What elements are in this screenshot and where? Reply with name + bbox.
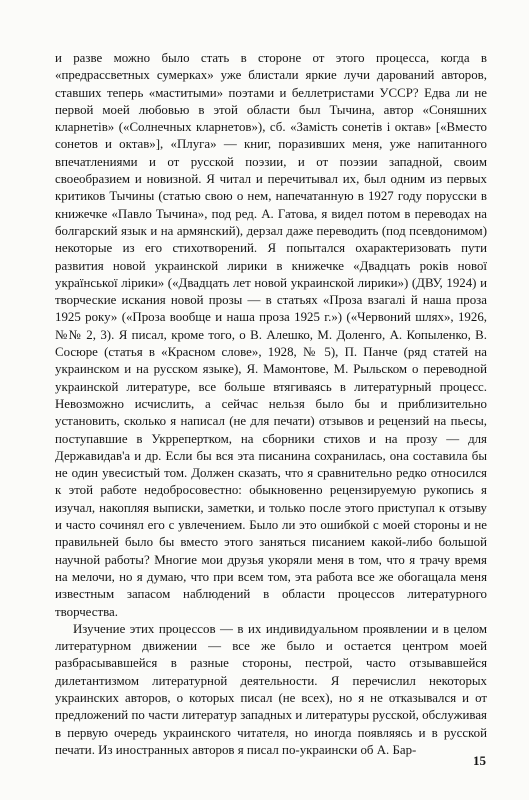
body-text [55, 50, 487, 759]
paragraph-continuation: и разве можно было стать в стороне от этого процесса, когда в «предрассветных сумерках» уже блистали яркие лучи дарований авторов, ставших теперь «маститыми» поэтами и беллетристами УССР? Едва ли не первой моей любовью в этой области был Тычина, автор «Соняшних кларнетів» («Солнечных кларнетов»), сб. «Замість сонетів і октав» [«Вместо сонетов и октав»], «Плуга» — книг, поразивших меня, уже напитанного впечатлениями и от русской поэзии, и от поэзии западной, своим своеобразием и новизной. Я читал и перечитывал их, был одним из первых критиков Тычины (статью свою о нем, напечатанную в 1927 году порусски в книжечке «Павло Тычина», под ред. А. Гатова, я видел потом в переводах на болгарский язык и на армянский), дерзал даже переводить (под псевдонимом) некоторые из его стихотворений. Я попытался охарактеризовать пути развития новой украинской лирики в книжечке «Двадцать років нової української лірики» («Двадцать лет новой украинской лирики») (ДВУ, 1924) и творческие искания новой прозы — в статьях «Проза взагалі й наша проза 1925 року» («Проза вообще и наша проза 1925 г.») («Червоний шлях», 1926, №№ 2, 3). Я писал, кроме того, о В. Алешко, М. Доленго, А. Копыленко, В. Сосюре (статья в «Красном слове», 1928, № 5), П. Панче (ряд статей на украинском и на русском языке), Я. Мамонтове, М. Рыльском о переводной украинской литературе, все больше втягиваясь в литературный процесс. Невозможно исчислить, а сейчас нельзя было бы и приблизительно установить, сколько я написал (не для печати) отзывов и рецензий на пьесы, поступавшие в Укррепертком, на сборники стихов и на прозу — для Державидав'а и др. Если бы вся эта писанина сохранилась, она составила бы не один увесистый том. Должен сказать, что я сравнительно редко относился к этой работе недобросовестно: обыкновенно рецензируемую рукопись я изучал, накопляя выписки, заметки, и только после этого приступал к отзыву и часто сочинял его с увлечением. Было ли это ошибкой с моей стороны и не правильней было бы вместо этого заняться писанием какой-либо большой научной работы? Многие мои друзья укоряли меня в том, что я трачу время на мелочи, но я думаю, что при всем том, эта работа все же обогащала меня известным запасом наблюдений в области процессов литературного творчества. [55, 51, 487, 619]
page-number: 15 [473, 753, 486, 768]
paragraph-new: Изучение этих процессов — в их индивидуальном проявлении и в целом литературном движении — все же было и остается центром моей разбрасывавшейся в разные стороны, пестрой, часто отзывавшейся дилетантизмом литературной деятельности. Я перечислил некоторых украинских авторов, о которых писал (не всех), но я не отказывался и от предложений по части литератур западных и литературы русской, обслуживая в первую очередь украинского читателя, но иногда появляясь и в русской печати. Из иностранных авторов я писал по-украински об А. Бар- [55, 621, 487, 757]
